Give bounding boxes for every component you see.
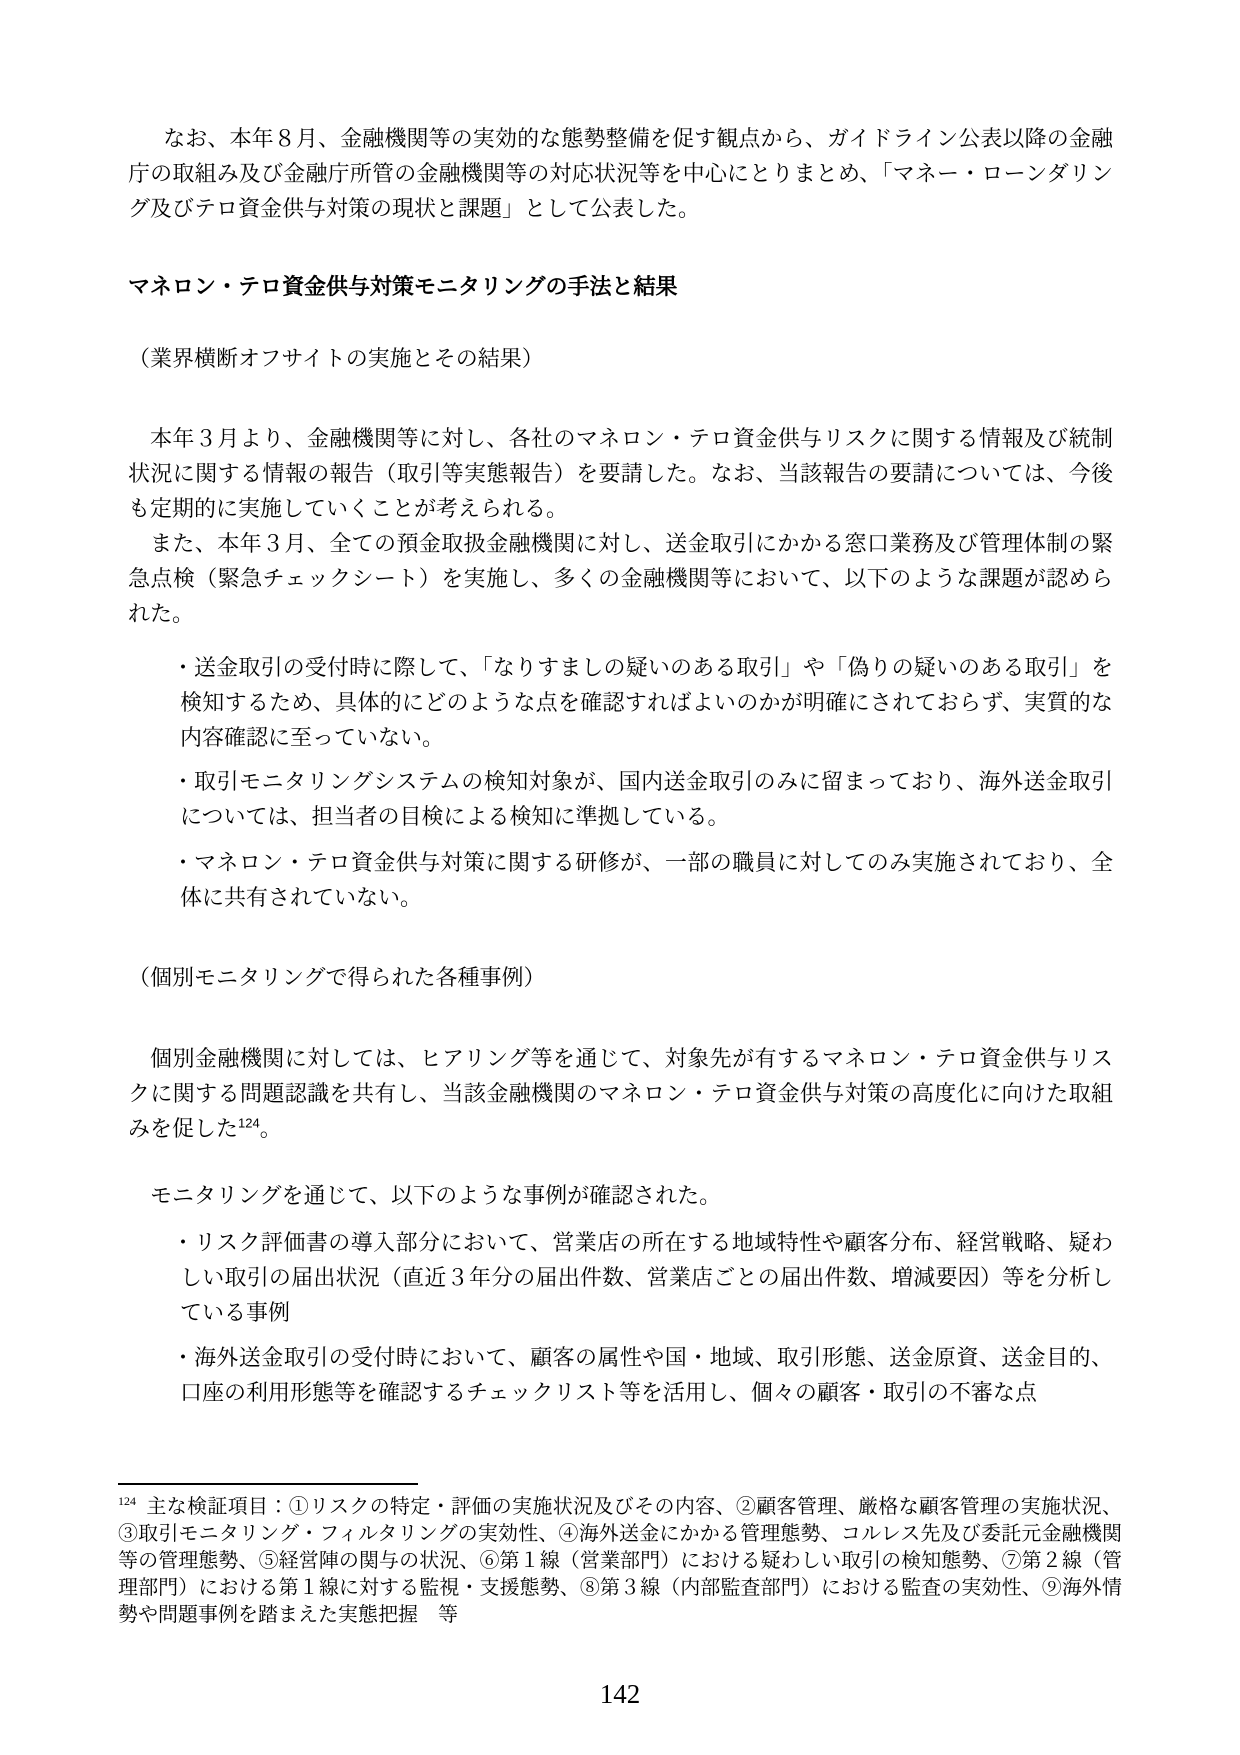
paragraph-text: 個別金融機関に対しては、ヒアリング等を通じて、対象先が有するマネロン・テロ資金供与リスクに関する問題認識を共有し、当該金融機関のマネロン・テロ資金供与対策の高度化に向けた取組みを促した: [128, 1046, 1113, 1141]
paragraph-text: 。: [259, 1116, 282, 1141]
paragraph-monitoring-cases: モニタリングを通じて、以下のような事例が確認された。: [150, 1183, 722, 1208]
bullet-text: 取引モニタリングシステムの検知対象が、国内送金取引のみに留まっており、海外送金取引については、担当者の目検による検知に準拠している。: [180, 769, 1113, 829]
footnote-divider: [118, 1483, 418, 1485]
bullet-marker: ・: [172, 769, 195, 794]
footnote-ref-124: 124: [238, 1115, 260, 1131]
bullet-marker: ・: [172, 1230, 195, 1255]
footnote-text: 主な検証項目：①リスクの特定・評価の実施状況及びその内容、②顧客管理、厳格な顧客管理の実施状況、③取引モニタリング・フィルタリングの実効性、④海外送金にかかる管理態勢、コルレス先及び委託元金融機関等の管理態勢、⑤経営陣の関与の状況、⑥第１線（営業部門）における疑わしい取引の検知態勢、⑦第２線（管理部門）における第１線に対する監視・支援態勢、⑧第３線（内部監査部門）における監査の実効性、⑨海外情勢や問題事例を踏まえた実態把握 等: [118, 1496, 1122, 1626]
bullet-item-risk-assessment: [128, 1225, 1113, 1330]
page-number: 142: [599, 1679, 641, 1709]
bullet-text: 海外送金取引の受付時において、顧客の属性や国・地域、取引形態、送金原資、送金目的、口座の利用形態等を確認するチェックリスト等を活用し、個々の顧客・取引の不審な点: [180, 1345, 1113, 1405]
paragraph-offsite-report: 本年３月より、金融機関等に対し、各社のマネロン・テロ資金供与リスクに関する情報及び統制状況に関する情報の報告（取引等実態報告）を要請した。なお、当該報告の要請については、今後も定期的に実施していくことが考えられる。: [128, 426, 1113, 521]
footnote-marker: 124: [118, 1494, 136, 1509]
bullet-marker: ・: [172, 850, 195, 875]
bullet-item-monitoring-system: [128, 764, 1113, 834]
bullet-text: マネロン・テロ資金供与対策に関する研修が、一部の職員に対してのみ実施されており、全体に共有されていない。: [180, 850, 1113, 910]
section-heading: マネロン・テロ資金供与対策モニタリングの手法と結果: [128, 274, 678, 299]
bullet-item-detection-points: [128, 650, 1113, 755]
subheading-offsite: （業界横断オフサイトの実施とその結果）: [128, 346, 544, 371]
paragraph-intro: なお、本年８月、金融機関等の実効的な態勢整備を促す観点から、ガイドライン公表以降の金融庁の取組み及び金融庁所管の金融機関等の対応状況等を中心にとりまとめ、「マネー・ローンダリング及びテロ資金供与対策の現状と課題」として公表した。: [128, 126, 1113, 221]
bullet-text: 送金取引の受付時に際して、「なりすましの疑いのある取引」や「偽りの疑いのある取引」を検知するため、具体的にどのような点を確認すればよいのかが明確にされておらず、実質的な内容確認に至っていない。: [180, 655, 1113, 750]
bullet-marker: ・: [172, 655, 195, 680]
subheading-individual-monitoring: （個別モニタリングで得られた各種事例）: [128, 965, 546, 990]
bullet-item-training: [128, 845, 1113, 915]
bullet-item-overseas-remittance: [128, 1340, 1113, 1410]
bullet-marker: ・: [172, 1345, 195, 1370]
paragraph-emergency-check: また、本年３月、全ての預金取扱金融機関に対し、送金取引にかかる窓口業務及び管理体制の緊急点検（緊急チェックシート）を実施し、多くの金融機関等において、以下のような課題が認められた。: [128, 531, 1113, 626]
footnote: [118, 1494, 1122, 1629]
paragraph-individual-hearing: [128, 1041, 1113, 1146]
bullet-text: リスク評価書の導入部分において、営業店の所在する地域特性や顧客分布、経営戦略、疑わしい取引の届出状況（直近３年分の届出件数、営業店ごとの届出件数、増減要因）等を分析している事例: [180, 1230, 1113, 1325]
